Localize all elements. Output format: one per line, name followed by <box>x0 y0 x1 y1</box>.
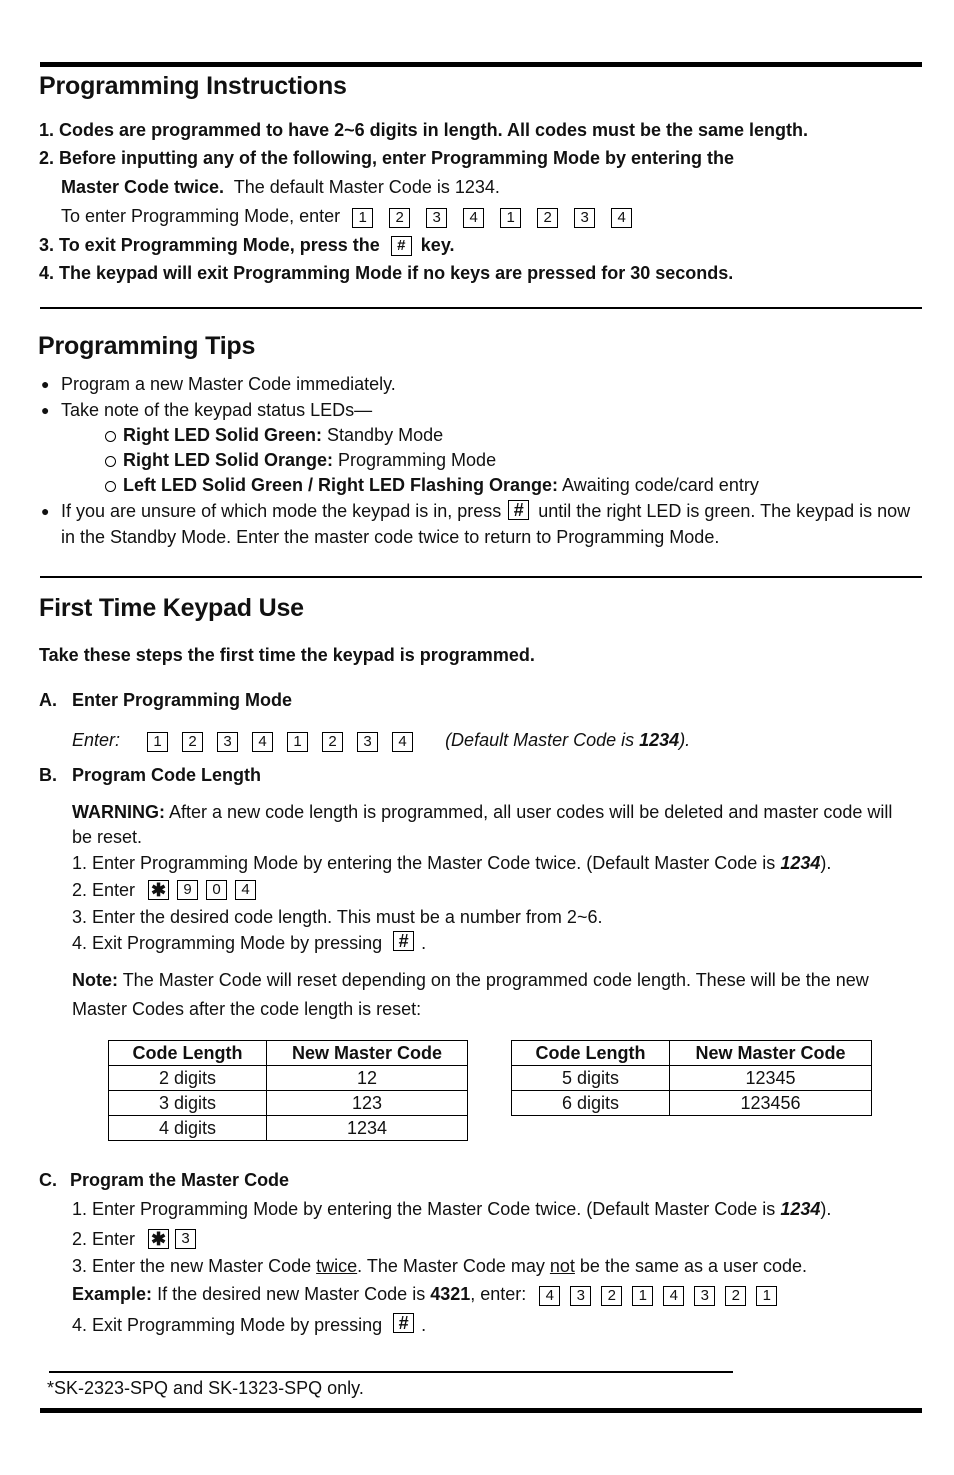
instruction-item-3 <box>39 232 455 258</box>
note-text: The Master Code will reset depending on the programmed code length. These will be the new <box>122 970 869 990</box>
footnote-rule <box>49 1371 733 1373</box>
note-line-cont: Master Codes after the code length is reset: <box>72 999 422 1019</box>
section-title-first-time-keypad-use: First Time Keypad Use <box>39 594 304 622</box>
table-header-row <box>109 1041 468 1066</box>
keypad-key: 2 <box>322 732 343 752</box>
table-row <box>109 1066 468 1091</box>
step-label: A. <box>39 690 57 710</box>
instruction-item-1 <box>39 117 808 143</box>
keypad-key: 3 <box>357 732 378 752</box>
step-a-heading <box>39 687 292 713</box>
keypad-key: 2 <box>725 1286 746 1306</box>
top-rule <box>40 62 922 67</box>
step-text: ). <box>820 853 832 873</box>
bullet-icon: ● <box>41 402 50 418</box>
example-label: Example: <box>72 1284 153 1304</box>
keypad-key: 3 <box>570 1286 591 1306</box>
default-code-note <box>445 730 690 750</box>
code-length-table-left <box>108 1040 468 1141</box>
example-text: If the desired new Master Code is <box>157 1284 431 1304</box>
item-text-bold: Master Code twice. <box>61 177 225 197</box>
step-b-heading <box>39 762 261 788</box>
item-text: To exit Programming Mode, press the <box>59 235 380 255</box>
table-row <box>512 1091 872 1116</box>
step-text: . The Master Code may <box>357 1256 550 1276</box>
table-row <box>109 1091 468 1116</box>
table-cell: 12345 <box>670 1066 872 1091</box>
keypad-key: 9 <box>177 880 198 900</box>
star-key: ✱ <box>148 880 169 900</box>
note-text: ). <box>679 730 691 750</box>
step-b-2 <box>72 877 263 903</box>
step-text: . <box>421 933 427 953</box>
table-cell: 1234 <box>267 1116 468 1141</box>
step-b-3: 3. Enter the desired code length. This must be a number from 2~6. <box>72 907 603 927</box>
keypad-key: 3 <box>426 208 447 228</box>
led-label: Left LED Solid Green / Right LED Flashing Orange: <box>123 475 559 495</box>
key-sequence <box>148 880 263 900</box>
enter-label: Enter: <box>72 730 121 750</box>
note-line <box>72 967 869 993</box>
step-c-4 <box>72 1312 426 1338</box>
item-number: 3. <box>39 235 55 255</box>
keypad-key: 2 <box>182 732 203 752</box>
keypad-key: 0 <box>206 880 227 900</box>
star-key: ✱ <box>148 1229 169 1249</box>
step-text: be the same as a user code. <box>574 1256 808 1276</box>
table-cell: 4 digits <box>109 1116 267 1141</box>
keypad-key: 4 <box>611 208 632 228</box>
note-text: (Default Master Code is <box>445 730 640 750</box>
tip-text: until the right LED is green. The keypad is now <box>538 501 911 521</box>
item-number: 2. <box>39 148 55 168</box>
table-header: Code Length <box>109 1041 267 1066</box>
step-text: 1. Enter Programming Mode by entering the Master Code twice. (Default Master Code is <box>72 853 781 873</box>
led-desc: Awaiting code/card entry <box>562 475 759 495</box>
instruction-item-2 <box>39 145 734 171</box>
warning-line-cont: be reset. <box>72 827 143 847</box>
step-code: 1234 <box>780 853 821 873</box>
led-sub-item-1 <box>105 422 443 448</box>
warning-label: WARNING: <box>72 802 165 822</box>
key-sequence <box>352 208 639 228</box>
step-title: Program Code Length <box>72 765 262 785</box>
step-b-4 <box>72 930 426 956</box>
step-title: Enter Programming Mode <box>72 690 293 710</box>
item-text: Before inputting any of the following, enter Programming Mode by entering the <box>59 148 735 168</box>
bullet-icon: ● <box>41 376 50 392</box>
tip-bullet-3-cont: in the Standby Mode. Enter the master code twice to return to Programming Mode. <box>61 527 720 547</box>
keypad-key: 2 <box>601 1286 622 1306</box>
tip-bullet-1: Program a new Master Code immediately. <box>61 374 396 394</box>
table-row <box>109 1116 468 1141</box>
pound-key: # <box>508 500 529 520</box>
table-header: Code Length <box>512 1041 670 1066</box>
keypad-key: 4 <box>392 732 413 752</box>
step-text: 1. Enter Programming Mode by entering the Master Code twice. (Default Master Code is <box>72 1199 781 1219</box>
step-text: 4. Exit Programming Mode by pressing <box>72 933 383 953</box>
table-cell: 2 digits <box>109 1066 267 1091</box>
step-label: C. <box>39 1170 57 1190</box>
circle-bullet-icon <box>105 481 116 492</box>
pound-key: # <box>393 1313 414 1333</box>
step-b-1 <box>72 850 831 876</box>
tip-text: If you are unsure of which mode the keypad is in, press <box>61 501 502 521</box>
enter-prefix: To enter Programming Mode, enter <box>61 206 341 226</box>
step-c-2 <box>72 1226 203 1252</box>
tip-bullet-2: Take note of the keypad status LEDs— <box>61 400 373 420</box>
section-title-programming-instructions: Programming Instructions <box>39 72 347 100</box>
keypad-key: 1 <box>756 1286 777 1306</box>
circle-bullet-icon <box>105 431 116 442</box>
item-text: key. <box>420 235 455 255</box>
table-cell: 5 digits <box>512 1066 670 1091</box>
table-cell: 6 digits <box>512 1091 670 1116</box>
keypad-key: 2 <box>389 208 410 228</box>
step-label: B. <box>39 765 57 785</box>
key-sequence <box>539 1286 784 1306</box>
led-desc: Programming Mode <box>338 450 497 470</box>
bottom-rule <box>40 1408 922 1413</box>
keypad-key: 4 <box>235 880 256 900</box>
keypad-key: 4 <box>463 208 484 228</box>
keypad-key: 1 <box>632 1286 653 1306</box>
section-divider <box>40 307 922 309</box>
instruction-item-4 <box>39 260 733 286</box>
step-c-1 <box>72 1196 831 1222</box>
key-sequence <box>148 1229 203 1249</box>
item-number: 4. <box>39 263 55 283</box>
keypad-key: 4 <box>252 732 273 752</box>
example-text: , enter: <box>470 1284 527 1304</box>
bullet-icon: ● <box>41 503 50 519</box>
step-text: 2. Enter <box>72 880 136 900</box>
table-cell: 12 <box>267 1066 468 1091</box>
step-title: Program the Master Code <box>70 1170 290 1190</box>
item-number: 1. <box>39 120 55 140</box>
keypad-key: 3 <box>574 208 595 228</box>
led-sub-item-3 <box>105 472 759 498</box>
tip-bullet-3 <box>61 498 910 524</box>
first-time-intro: Take these steps the first time the keypad is programmed. <box>39 645 535 665</box>
keypad-key: 1 <box>287 732 308 752</box>
step-a-enter-line <box>72 727 690 753</box>
instruction-item-2-cont <box>61 174 500 200</box>
note-label: Note: <box>72 970 118 990</box>
keypad-key: 3 <box>694 1286 715 1306</box>
led-label: Right LED Solid Green: <box>123 425 323 445</box>
keypad-key: 1 <box>352 208 373 228</box>
keypad-key: 3 <box>175 1229 196 1249</box>
item-text: The default Master Code is 1234. <box>233 177 500 197</box>
step-text: ). <box>820 1199 832 1219</box>
step-c-3 <box>72 1253 807 1279</box>
led-sub-item-2 <box>105 447 496 473</box>
note-code: 1234 <box>639 730 680 750</box>
example-line <box>72 1281 784 1307</box>
pound-key: # <box>391 236 412 256</box>
code-length-table-right <box>511 1040 872 1116</box>
table-cell: 123 <box>267 1091 468 1116</box>
item-text: The keypad will exit Programming Mode if no keys are pressed for 30 seconds. <box>59 263 734 283</box>
keypad-key: 4 <box>539 1286 560 1306</box>
item-text: Codes are programmed to have 2~6 digits in length. All codes must be the same length. <box>59 120 809 140</box>
keypad-key: 3 <box>217 732 238 752</box>
table-cell: 123456 <box>670 1091 872 1116</box>
step-text: 4. Exit Programming Mode by pressing <box>72 1315 383 1335</box>
footnote: *SK-2323-SPQ and SK-1323-SPQ only. <box>47 1378 364 1398</box>
keypad-key: 2 <box>537 208 558 228</box>
circle-bullet-icon <box>105 456 116 467</box>
keypad-key: 1 <box>500 208 521 228</box>
keypad-key: 1 <box>147 732 168 752</box>
pound-key: # <box>393 931 414 951</box>
step-c-heading <box>39 1167 289 1193</box>
example-code: 4321 <box>430 1284 471 1304</box>
section-divider <box>40 576 922 578</box>
warning-text: After a new code length is programmed, all user codes will be deleted and master code will <box>169 802 893 822</box>
key-sequence <box>147 732 420 752</box>
step-code: 1234 <box>780 1199 821 1219</box>
step-text: . <box>421 1315 427 1335</box>
step-text: 2. Enter <box>72 1229 136 1249</box>
table-header: New Master Code <box>267 1041 468 1066</box>
table-cell: 3 digits <box>109 1091 267 1116</box>
step-text: 3. Enter the new Master Code <box>72 1256 317 1276</box>
table-header: New Master Code <box>670 1041 872 1066</box>
section-title-programming-tips: Programming Tips <box>38 332 256 360</box>
keypad-key: 4 <box>663 1286 684 1306</box>
enter-programming-line <box>61 203 639 229</box>
led-label: Right LED Solid Orange: <box>123 450 333 470</box>
table-row <box>512 1066 872 1091</box>
step-emphasis: not <box>549 1256 575 1276</box>
led-desc: Standby Mode <box>327 425 444 445</box>
step-emphasis: twice <box>316 1256 358 1276</box>
warning-line <box>72 799 892 825</box>
table-header-row <box>512 1041 872 1066</box>
